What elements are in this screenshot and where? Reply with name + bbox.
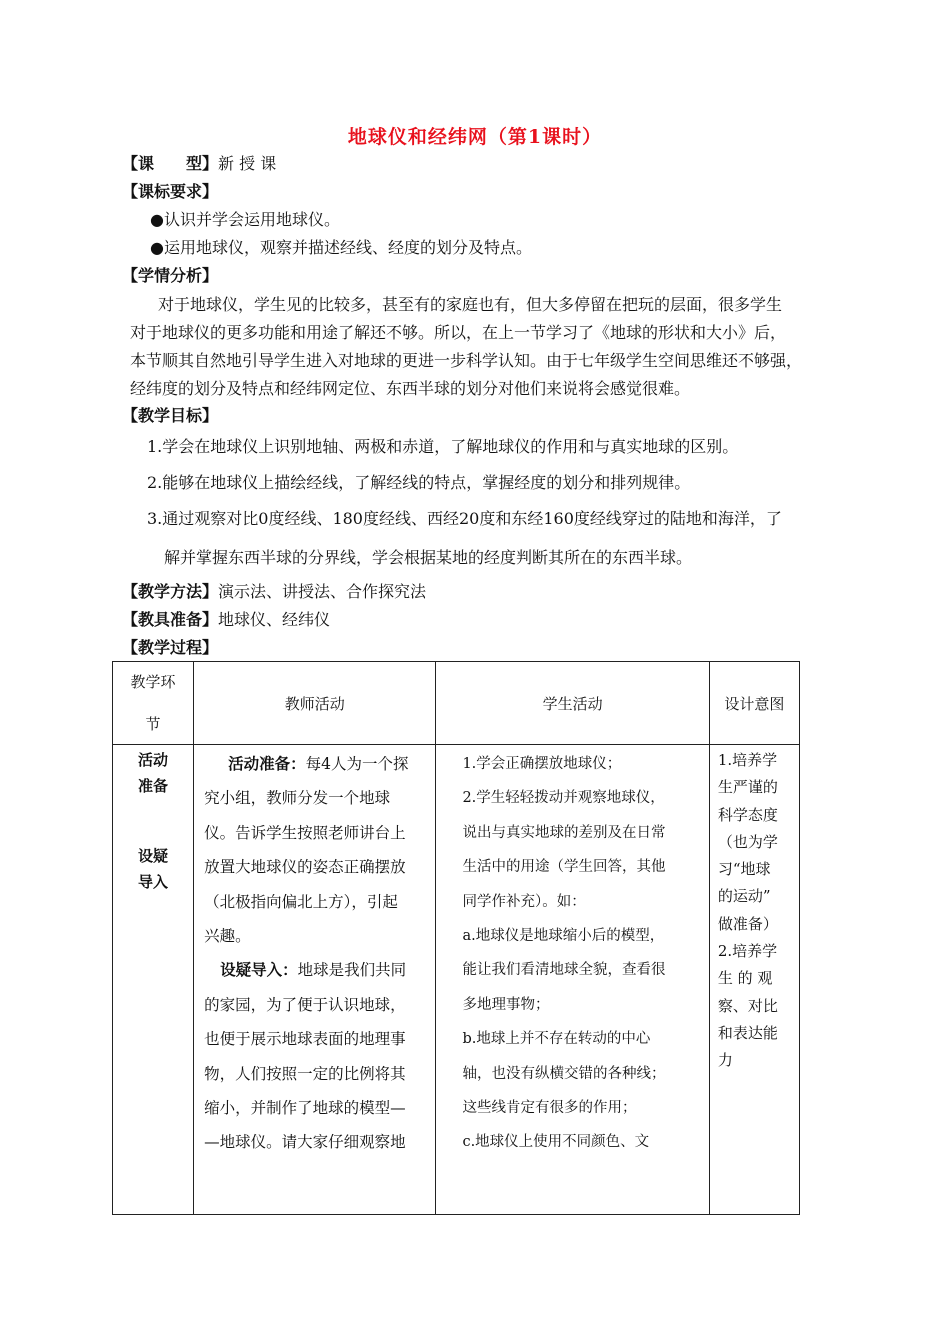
teacher-line: 兴趣。 [204,927,251,946]
student-line: 能让我们看清地球全貌，查看很 [462,962,666,979]
student-line: 这些线肯定有很多的作用； [462,1100,637,1117]
objective-item: 3.通过观察对比0度经线、180度经线、西经20度和东经160度经线穿过的陆地和海洋，了 [147,509,782,528]
header-stage-line1: 教学环 [130,673,176,691]
design-intent-cell [709,745,799,1215]
teacher-line: 放置大地球仪的姿态正确摆放 [204,858,406,877]
header-cell-student: 学生活动 [436,662,709,745]
intent-line: 1.培养学 [717,751,778,769]
lesson-type-label: 【课 型】 [122,154,219,173]
student-line: 轴，也没有纵横交错的各种线； [462,1065,666,1082]
student-line: b.地球上并不存在转动的中心 [462,1031,651,1048]
intent-line: 生严谨的 [717,778,778,797]
teacher-line: （北极指向偏北上方），引起 [204,892,398,911]
activity-prep-label: 活动准备： [228,754,306,773]
objective-item: 1.学会在地球仪上识别地轴、两极和赤道，了解地球仪的作用和与真实地球的区别。 [147,437,739,456]
document-title: 地球仪和经纬网（第1课时） [347,126,603,148]
stage-text: 设疑 [138,847,169,865]
tools-row [122,607,330,630]
process-table [112,661,800,1215]
objectives-heading: 【教学目标】 [122,406,219,425]
teacher-text: 地球是我们共同 [297,961,407,980]
student-line: 2.学生轻轻拨动并观察地球仪， [462,790,665,807]
teacher-activity-cell [194,745,436,1215]
student-line: 说出与真实地球的差别及在日常 [462,824,666,841]
student-line: 生活中的用途（学生回答，其他 [462,859,666,876]
stage-text: 准备 [138,777,169,795]
student-line: 多地理事物； [462,996,550,1013]
process-heading: 【教学过程】 [122,638,219,657]
standards-heading: 【课标要求】 [122,182,219,201]
intent-line: 科学态度 [717,805,778,824]
analysis-line: 对于地球仪的更多功能和用途了解还不够。所以，在上一节学习了《地球的形状和大小》后， [130,323,787,342]
analysis-line: 经纬度的划分及特点和经纬网定位、东西半球的划分对他们来说将会感觉很难。 [130,379,691,398]
analysis-line: 对于地球仪，学生见的比较多，甚至有的家庭也有，但大多停留在把玩的层面，很多学生 [158,295,783,314]
methods-label: 【教学方法】 [122,582,219,601]
methods-row [122,579,426,602]
intent-line: 的运动” [717,887,771,906]
stage-text: 导入 [138,873,169,891]
stage-cell [113,745,194,1215]
intent-line: 2.培养学 [717,942,778,961]
teacher-text: 每4人为一个探 [305,755,409,773]
intent-line: 生 的 观 [717,969,773,988]
lead-in-label: 设疑导入： [220,960,298,980]
header-cell-intent: 设计意图 [709,662,799,745]
teacher-line: 究小组，教师分发一个地球 [204,789,391,808]
lesson-type-row [122,151,276,174]
analysis-line: 本节顺其自然地引导学生进入对地球的更进一步科学认知。由于七年级学生空间思维还不够强， [130,351,803,370]
student-line: 同学作补充）。如： [462,893,586,910]
lesson-type-value: 新 授 课 [218,154,277,173]
analysis-heading: 【学情分析】 [122,266,219,285]
header-cell-stage [113,662,194,745]
teacher-line: 仪。告诉学生按照老师讲台上 [204,823,406,842]
student-line: a.地球仪是地球缩小后的模型， [462,928,665,945]
teacher-line: 的家园，为了便于认识地球， [204,995,406,1014]
standards-item: ●认识并学会运用地球仪。 [150,210,340,229]
objective-item: 2.能够在地球仪上描绘经线，了解经线的特点，掌握经度的划分和排列规律。 [147,473,691,492]
standards-item: ●运用地球仪，观察并描述经线、经度的划分及特点。 [150,238,532,257]
intent-line: 习“地球 [717,860,771,879]
header-stage-line2: 节 [145,715,161,733]
table-header-row [113,662,800,745]
table-row [113,745,800,1215]
stage-text: 活动 [138,751,169,769]
methods-value: 演示法、讲授法、合作探究法 [218,582,427,601]
teacher-line: 缩小，并制作了地球的模型— [204,1099,406,1118]
intent-line: （也为学 [717,832,778,851]
intent-line: 察、对比 [717,996,778,1015]
intent-line: 做准备） [717,914,778,933]
teacher-para1-first [204,747,435,781]
intent-line: 力 [717,1051,733,1070]
teacher-line: —地球仪。请大家仔细观察地 [204,1133,406,1152]
student-line: 1.学会正确摆放地球仪； [462,756,622,772]
teacher-line: 物，人们按照一定的比例将其 [204,1064,406,1083]
teacher-line: 也便于展示地球表面的地理事 [204,1030,406,1049]
tools-value: 地球仪、经纬仪 [218,610,331,629]
student-line: c.地球仪上使用不同颜色、文 [462,1134,650,1151]
tools-label: 【教具准备】 [122,610,219,629]
intent-line: 和表达能 [717,1023,778,1042]
objective-item: 解并掌握东西半球的分界线，学会根据某地的经度判断其所在的东西半球。 [164,548,693,567]
header-cell-teacher: 教师活动 [194,662,436,745]
teacher-para2-first [204,953,435,987]
student-activity-cell [436,745,709,1215]
